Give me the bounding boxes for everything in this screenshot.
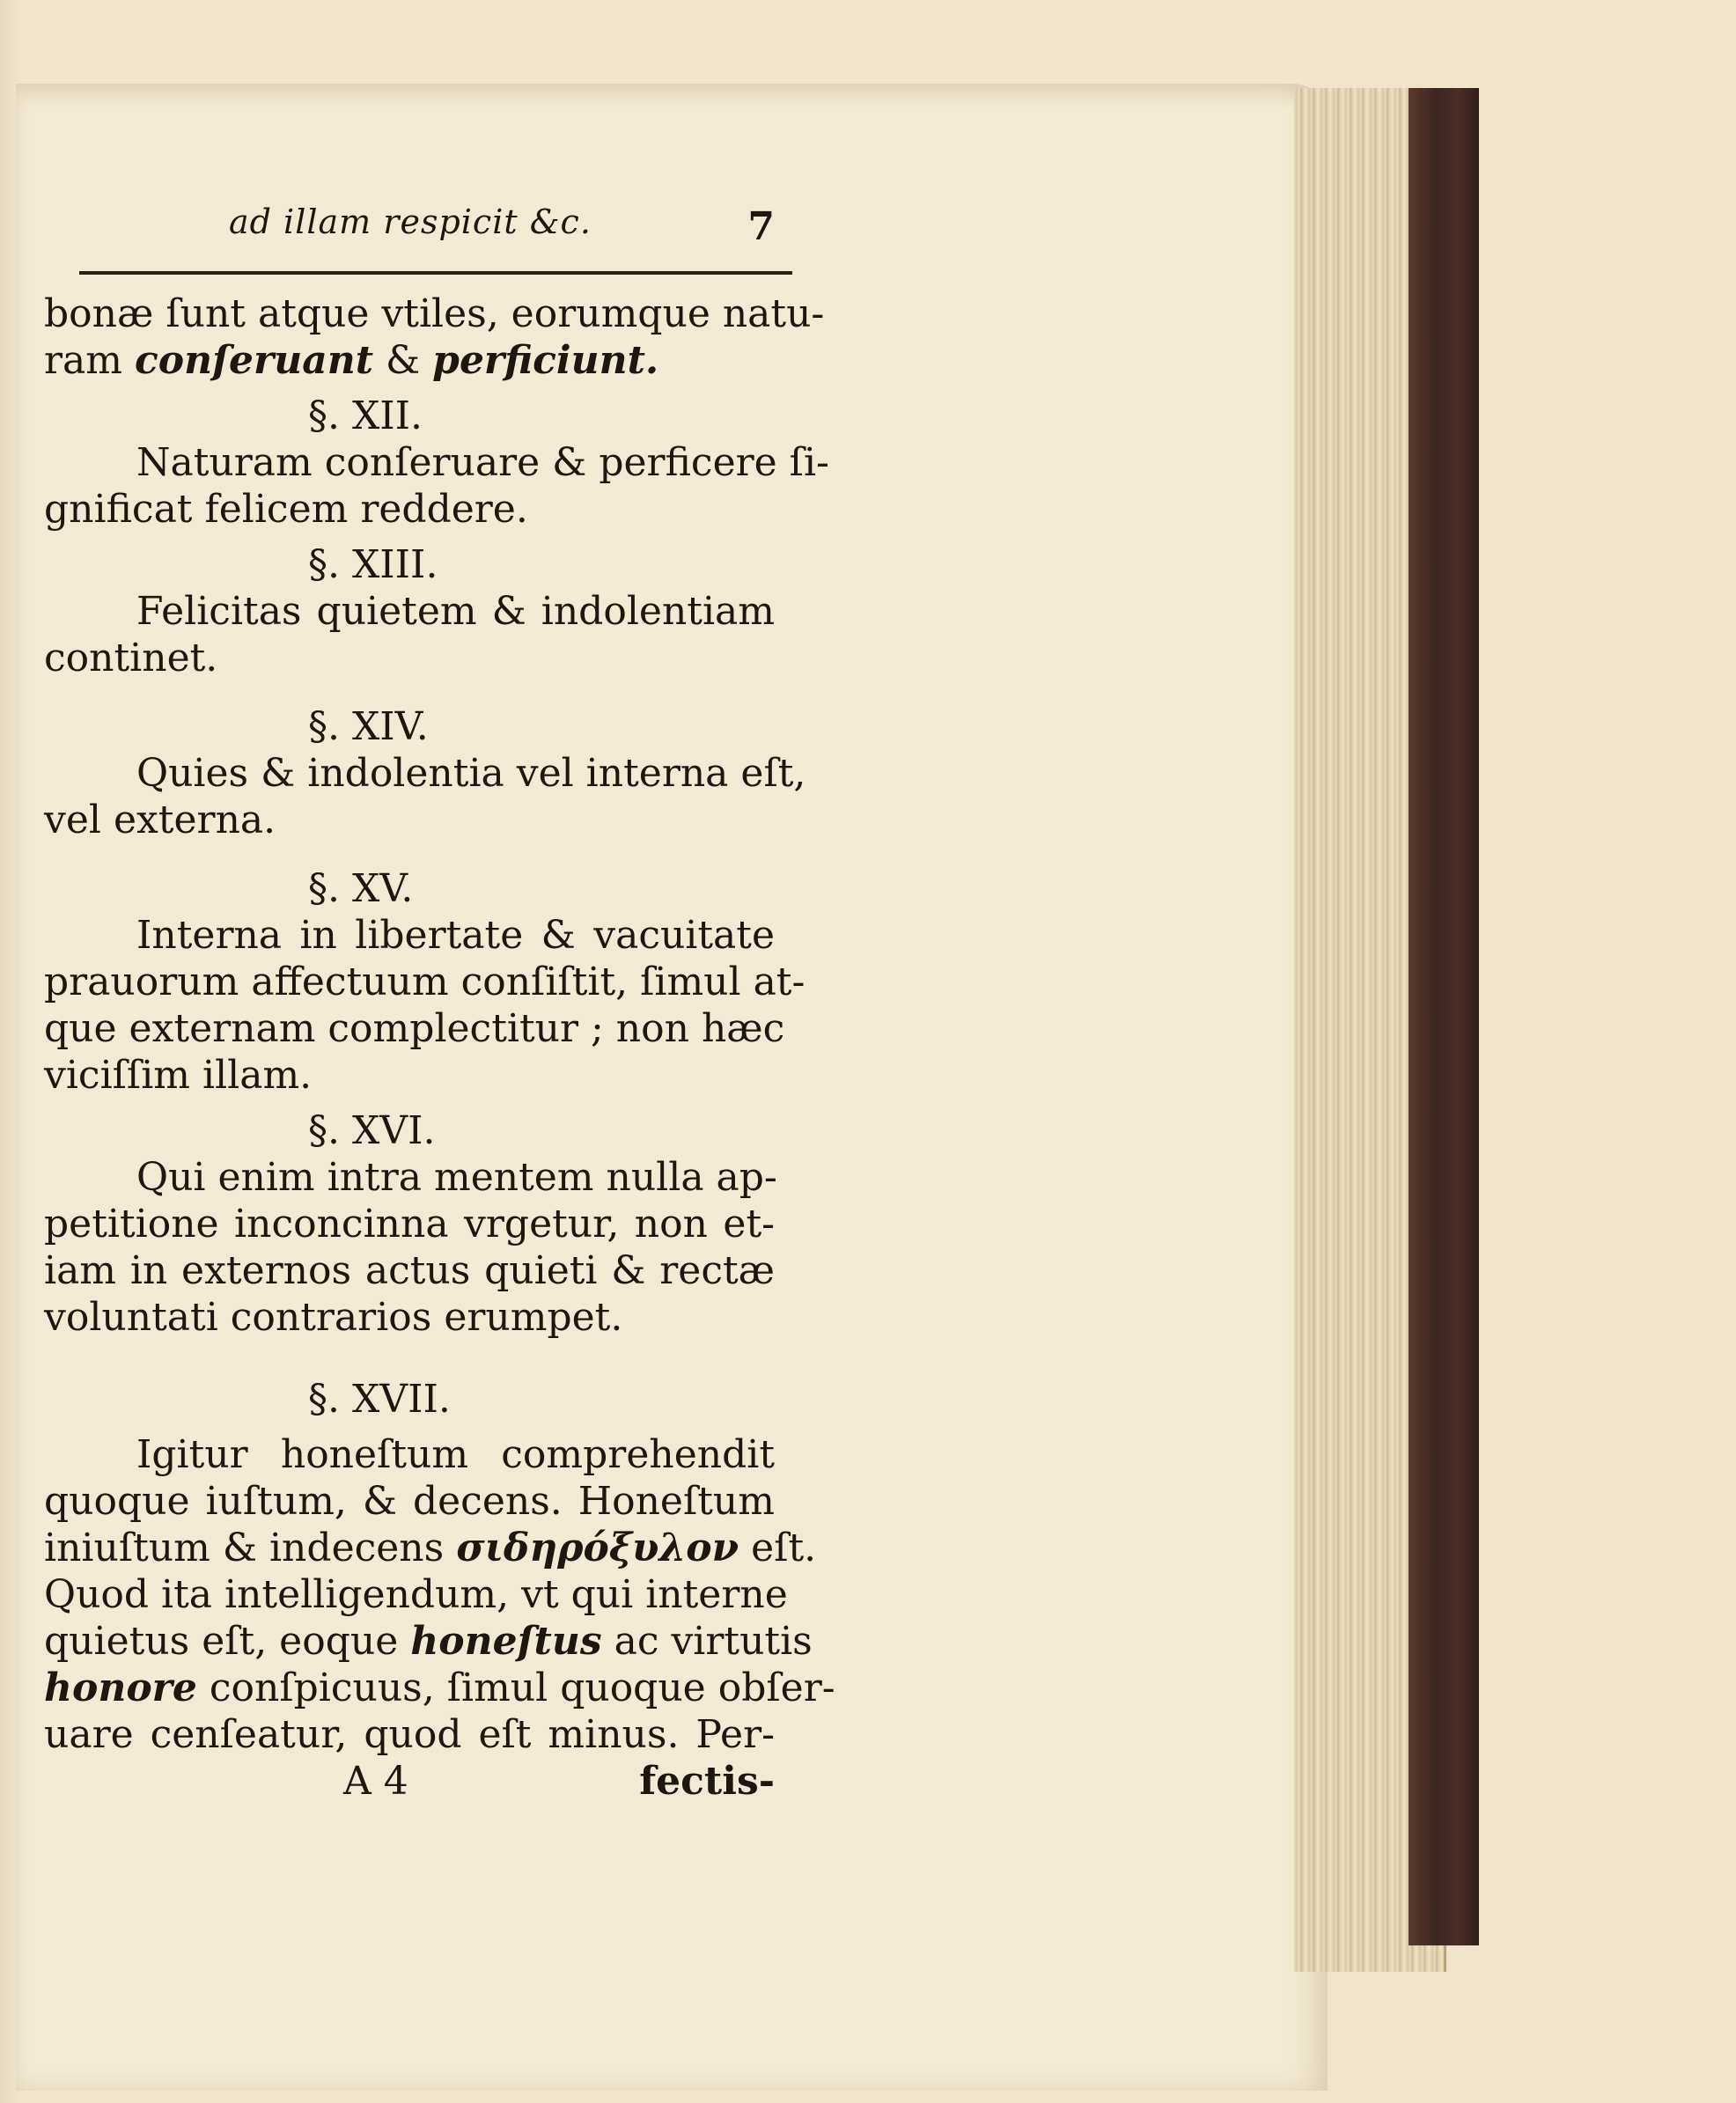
running-title: ad illam respicit &c. bbox=[229, 202, 592, 241]
text-line: iniuſtum & indecens σιδηρόξυλον eſt. bbox=[44, 1526, 817, 1570]
text-line: que externam complectitur ; non hæc bbox=[44, 1006, 785, 1051]
header-rule bbox=[79, 271, 792, 275]
text-line: petitione inconcinna vrgetur, non et- bbox=[44, 1202, 775, 1246]
text-line: bonæ ſunt atque vtiles, eorumque natu- bbox=[44, 291, 825, 336]
section-heading: §. XIII. bbox=[308, 542, 438, 587]
signature-mark: A 4 bbox=[343, 1759, 408, 1804]
text-line: Igitur honeſtum comprehendit bbox=[136, 1432, 775, 1477]
body-text bbox=[44, 290, 835, 1811]
text-line: Felicitas quietem & indolentiam bbox=[136, 589, 775, 634]
text-line: vel externa. bbox=[44, 798, 276, 842]
text-line: ram conſeruant & perficiunt. bbox=[44, 338, 659, 383]
section-heading: §. XIV. bbox=[308, 704, 429, 749]
text-line: viciſſim illam. bbox=[44, 1053, 313, 1098]
text-line: continet. bbox=[44, 636, 218, 680]
text-line: voluntati contrarios erumpet. bbox=[44, 1295, 623, 1340]
text-line: Interna in libertate & vacuitate bbox=[136, 913, 775, 958]
background bbox=[1479, 84, 1736, 2103]
text-line: Naturam conſeruare & perficere ſi- bbox=[136, 440, 829, 485]
text-line: quoque iuſtum, & decens. Honeſtum bbox=[44, 1479, 775, 1524]
page-text bbox=[44, 202, 835, 1804]
text-line: prauorum affectuum conſiſtit, ſimul at- bbox=[44, 960, 805, 1004]
text-line: honore conſpicuus, ſimul quoque obſer- bbox=[44, 1665, 835, 1710]
greek-word: σιδηρόξυλον bbox=[456, 1526, 739, 1570]
text-line: uare cenſeatur, quod eſt minus. Per- bbox=[44, 1712, 775, 1757]
page-number: 7 bbox=[747, 204, 775, 249]
section-heading: §. XV. bbox=[308, 866, 414, 911]
text-line: gnificat felicem reddere. bbox=[44, 487, 528, 532]
text-line: iam in externos actus quieti & rectæ bbox=[44, 1248, 775, 1293]
text-line: quietus eſt, eoque honeſtus ac virtutis bbox=[44, 1619, 813, 1664]
section-heading: §. XVI. bbox=[308, 1108, 436, 1153]
running-header bbox=[44, 202, 775, 264]
page-footer bbox=[44, 1758, 775, 1811]
section-heading: §. XVII. bbox=[308, 1377, 451, 1422]
text-line: Quod ita intelligendum, vt qui interne bbox=[44, 1572, 788, 1617]
text-line: Quies & indolentia vel interna eſt, bbox=[136, 751, 806, 796]
section-heading: §. XII. bbox=[308, 393, 423, 438]
text-line: Qui enim intra mentem nulla ap- bbox=[136, 1155, 777, 1200]
catchword: fectis- bbox=[639, 1759, 775, 1804]
book-cover bbox=[1409, 88, 1479, 1945]
